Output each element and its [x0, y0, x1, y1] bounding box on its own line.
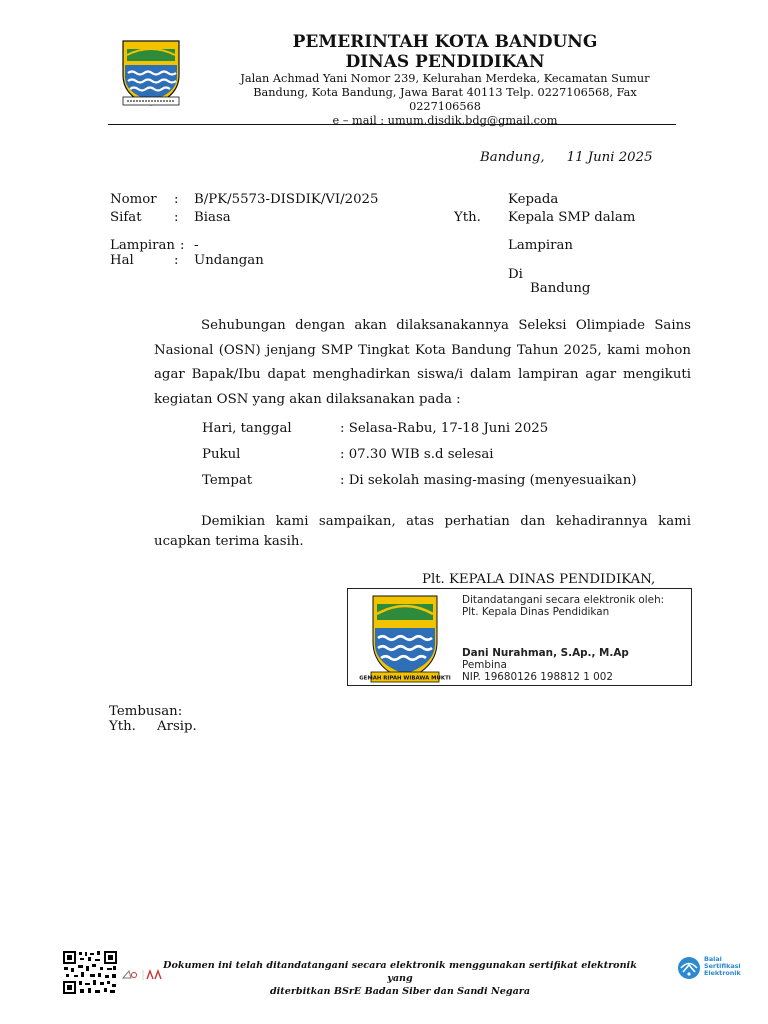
bandung-emblem-logo: [119, 35, 183, 107]
meta-colon: :: [174, 210, 179, 225]
disclaimer-line-1: Dokumen ini telah ditandatangani secara elektronik menggunakan sertifikat elektronik yang: [163, 960, 637, 984]
detail-tempat-value: : Di sekolah masing-masing (menyesuaikan): [340, 473, 637, 488]
meta-hal: [110, 251, 264, 271]
signer-name: Dani Nurahman, S.Ap., M.Ap: [462, 647, 629, 659]
detail-hari-label: Hari, tanggal: [202, 421, 292, 436]
letterhead: [210, 32, 680, 128]
meta-sifat-label: Sifat: [110, 210, 142, 225]
meta-nomor-label: Nomor: [110, 192, 157, 207]
letterhead-address-1: Jalan Achmad Yani Nomor 239, Kelurahan Merdeka, Kecamatan Sumur: [240, 72, 650, 85]
signer-rank: Pembina: [462, 659, 507, 671]
meta-colon: :: [180, 238, 185, 253]
letterhead-email: e – mail : umum.disdik.bdg@gmail.com: [332, 114, 558, 127]
signature-title: Plt. KEPALA DINAS PENDIDIKAN,: [422, 572, 656, 587]
bsre-line-1: Balai: [704, 955, 722, 963]
meta-nomor: [110, 190, 378, 210]
disclaimer-line-2: diterbitkan BSrE Badan Siber dan Sandi Negara: [269, 986, 531, 997]
detail-pukul-value: : 07.30 WIB s.d selesai: [340, 447, 494, 462]
letterhead-government: PEMERINTAH KOTA BANDUNG: [292, 32, 598, 52]
recipient-kepada: Kepada: [508, 192, 559, 207]
qr-code-icon: [62, 950, 118, 995]
detail-tempat-label: Tempat: [202, 473, 253, 488]
bsre-logo: [676, 955, 746, 981]
closing-paragraph: Demikian kami sampaikan, atas perhatian dan kehadirannya kami ucapkan terima kasih.: [154, 514, 691, 549]
letterhead-address-3: 0227106568: [409, 100, 481, 113]
meta-lampiran-value: -: [194, 238, 199, 253]
emblem-motto: GEMAH RIPAH WIBAWA MUKTI: [359, 675, 451, 682]
meta-colon: :: [174, 253, 179, 268]
place-date: [480, 150, 653, 165]
esign-line-2: Plt. Kepala Dinas Pendidikan: [462, 606, 610, 618]
e-signature-disclaimer: [160, 959, 640, 998]
body-paragraph: Sehubungan dengan akan dilaksanakannya Seleksi Olimpiade Sains Nasional (OSN) jenjang SMP Tingkat Kota Bandung Tahun 2025, kami mohon agar Bapak/Ibu dapat menghadirkan siswa/i dalam lampiran agar mengikuti kegiatan OSN yang akan dilaksanakan pada :: [154, 318, 691, 407]
letterhead-address-2: Bandung, Kota Bandung, Jawa Barat 40113 Telp. 0227106568, Fax: [253, 86, 637, 99]
signer-nip: NIP. 19680126 198812 1 002: [462, 671, 613, 683]
meta-sifat: [110, 208, 231, 228]
partner-logos-icon: [121, 968, 165, 982]
letterhead-divider: [108, 124, 676, 125]
detail-pukul-label: Pukul: [202, 447, 241, 462]
date: 11 Juni 2025: [566, 150, 653, 165]
place: Bandung,: [480, 150, 545, 165]
recipient-city: Bandung: [530, 281, 591, 296]
recipient-name: Kepala SMP dalam: [508, 210, 636, 225]
bandung-emblem-logo: [359, 592, 451, 684]
recipient-attachment: Lampiran: [508, 238, 573, 253]
cc-yth: Yth.: [109, 719, 136, 734]
cc-label: Tembusan:: [109, 704, 183, 719]
bsre-line-3: Elektronik: [704, 969, 741, 977]
meta-lampiran-label: Lampiran: [110, 238, 175, 253]
bsre-globe-icon: [676, 955, 702, 981]
bsre-line-2: Sertifikasi: [704, 962, 741, 970]
letterhead-agency: DINAS PENDIDIKAN: [345, 52, 545, 72]
detail-tempat: [202, 468, 637, 494]
meta-colon: :: [174, 192, 179, 207]
recipient-yth: Yth.: [454, 210, 481, 225]
detail-hari-value: : Selasa-Rabu, 17-18 Juni 2025: [340, 421, 549, 436]
esign-line-1: Ditandatangani secara elektronik oleh:: [462, 594, 665, 606]
meta-nomor-value: B/PK/5573-DISDIK/VI/2025: [194, 192, 379, 207]
detail-pukul: [202, 442, 494, 468]
meta-hal-label: Hal: [110, 253, 134, 268]
meta-hal-value: Undangan: [194, 253, 264, 268]
meta-sifat-value: Biasa: [194, 210, 231, 225]
recipient-di: Di: [508, 267, 523, 282]
cc-item: Arsip.: [157, 719, 197, 734]
detail-hari: [202, 416, 548, 442]
